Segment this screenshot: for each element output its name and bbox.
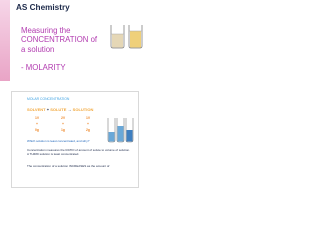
col-c-3: 2g	[86, 128, 90, 132]
col-a-2: +	[36, 122, 38, 126]
eq-solvent: SOLVENT	[27, 107, 46, 112]
eq-plus: +	[46, 107, 50, 112]
col-b-3: 1g	[61, 128, 65, 132]
content-slide	[11, 91, 139, 188]
eq-arrow: →	[67, 107, 72, 112]
equation-line	[27, 107, 93, 112]
heading-line-3: a solution	[21, 44, 55, 54]
col-c-1: 1V	[86, 116, 91, 120]
col-a-1: 1V	[35, 116, 40, 120]
col-b-1: 2V	[61, 116, 66, 120]
col-b-2: +	[62, 122, 64, 126]
document-page	[0, 0, 149, 198]
side-stripe	[0, 0, 10, 81]
slide-title: AS Chemistry	[16, 3, 70, 12]
heading-line-2: CONCENTRATION of	[21, 35, 98, 45]
heading-line-1: Measuring the	[21, 26, 71, 35]
eq-solute: SOLUTE	[50, 107, 67, 112]
eq-solution: SOLUTION	[72, 107, 94, 112]
concentration-text: The concentration of a solution INCREASES as the amount of	[27, 164, 110, 168]
title-slide	[0, 0, 149, 81]
slide2-heading: MOLAR CONCENTRATION	[27, 97, 70, 101]
question-text: Which solution is least concentrated, and why?	[27, 139, 90, 143]
slide-heading	[21, 26, 111, 54]
bullet-molarity: - MOLARITY	[21, 63, 66, 72]
beaker-right	[129, 25, 142, 48]
col-c-2: +	[87, 122, 89, 126]
beakers-illustration	[108, 20, 146, 50]
explanation-text: Concentration measures the RATIO of amount of solute to volume of solution. A THIRD solution is least concentrated.	[27, 148, 130, 156]
col-a-3: 0g	[35, 128, 39, 132]
beaker-left	[111, 25, 124, 48]
